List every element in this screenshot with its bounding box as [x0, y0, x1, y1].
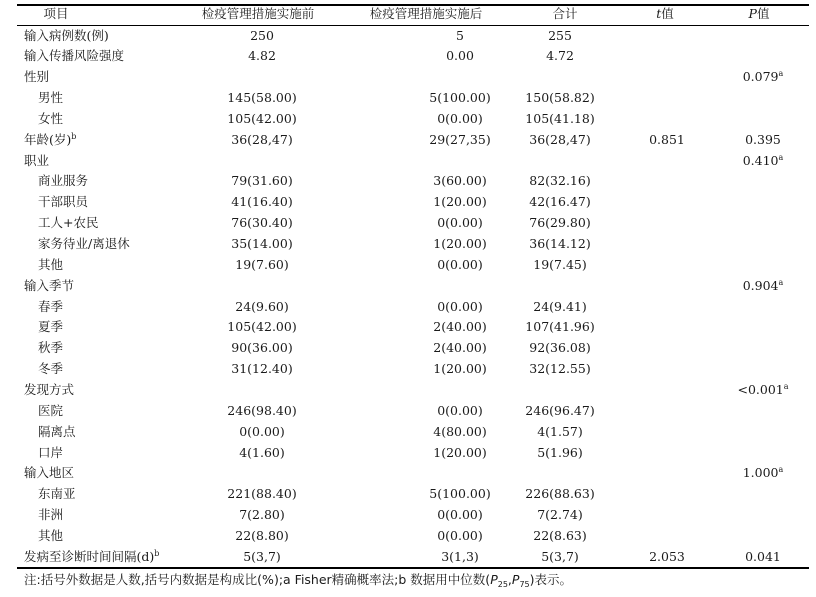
- cell-total: 107(41.96): [525, 319, 595, 335]
- row-label: [24, 130, 76, 151]
- header-before: 检疫管理措施实施前: [201, 6, 315, 21]
- cell-after: 2(40.00): [433, 340, 487, 356]
- cell-before: 105(42.00): [227, 110, 297, 126]
- cell-total: 82(32.16): [529, 173, 591, 189]
- table-row: [0, 88, 816, 109]
- row-sublabel: [38, 297, 63, 318]
- cell-p-value: [745, 130, 781, 151]
- p-value-text: 0.904: [742, 277, 779, 293]
- t-value-text: 值: [661, 6, 674, 21]
- cell-before: 41(16.40): [231, 194, 293, 210]
- row-label-text: 东南亚: [38, 486, 76, 502]
- row-sublabel: [38, 422, 76, 443]
- table-row: [0, 297, 816, 318]
- row-label: [24, 380, 74, 401]
- row-sublabel: [38, 359, 63, 380]
- cell-after: 0(0.00): [437, 256, 483, 272]
- cell-after: 0(0.00): [437, 402, 483, 418]
- table-row: [0, 46, 816, 67]
- row-label-text: 发现方式: [24, 381, 75, 397]
- table-row: [0, 255, 816, 276]
- row-sublabel: [38, 255, 63, 276]
- cell-total: 76(29.80): [529, 215, 591, 231]
- cell-before: 79(31.60): [231, 173, 293, 189]
- cell-before: 19(7.60): [235, 256, 289, 272]
- cell-before: 4.82: [248, 48, 276, 64]
- row-label-text: 女性: [38, 110, 64, 126]
- cell-total: 22(8.63): [533, 527, 587, 543]
- cell-total: 4(1.57): [537, 423, 583, 439]
- p-value-text: 0.041: [745, 548, 781, 564]
- t-symbol: t: [656, 6, 662, 21]
- cell-after: 3(60.00): [433, 173, 487, 189]
- header-item: 项目: [43, 6, 69, 21]
- table-row: [0, 547, 816, 568]
- table-row: [0, 109, 816, 130]
- cell-after: 2(40.00): [433, 319, 487, 335]
- table-row: [0, 130, 816, 151]
- table-row: [0, 505, 816, 526]
- cell-before: 4(1.60): [239, 444, 285, 460]
- row-sublabel: [38, 317, 63, 338]
- table-row: [0, 26, 816, 47]
- row-label: [24, 463, 74, 484]
- cell-total: 5(3,7): [541, 548, 579, 564]
- row-label-text: 家务待业/离退休: [38, 236, 130, 251]
- cell-total: 36(14.12): [529, 236, 591, 251]
- table-row: [0, 380, 816, 401]
- row-sublabel: [38, 505, 63, 526]
- table-row: [0, 443, 816, 464]
- row-label: [24, 276, 74, 297]
- row-sublabel: [38, 234, 130, 255]
- footnote-sub-25: 25: [497, 580, 508, 589]
- table-row: [0, 317, 816, 338]
- row-label-text: 冬季: [38, 361, 64, 377]
- row-label-text: 年龄(岁): [24, 131, 72, 147]
- row-label: [24, 151, 49, 172]
- row-label-text: 其他: [38, 527, 64, 543]
- p-value-text: <0.001: [737, 381, 784, 397]
- cell-total: 24(9.41): [533, 298, 587, 314]
- cell-before: 105(42.00): [227, 319, 297, 335]
- row-sublabel: [38, 213, 98, 234]
- row-label-text: 工人+农民: [38, 215, 99, 231]
- row-label: [24, 547, 159, 568]
- cell-total: 150(58.82): [525, 90, 595, 106]
- row-sublabel: [38, 443, 63, 464]
- cell-after: 3(1,3): [441, 548, 479, 564]
- table-row: [0, 401, 816, 422]
- row-label-text: 干部职员: [38, 194, 89, 210]
- table-row: [0, 484, 816, 505]
- p-value-text: 值: [756, 6, 770, 21]
- table-row: [0, 526, 816, 547]
- cell-before: 145(58.00): [227, 90, 297, 106]
- cell-t-value: 0.851: [649, 131, 685, 147]
- cell-before: 250: [250, 27, 274, 43]
- cell-total: 255: [548, 27, 572, 43]
- row-label-text: 口岸: [38, 444, 64, 460]
- cell-p-value: [743, 67, 784, 88]
- row-label-text: 隔离点: [38, 423, 76, 439]
- footnote-sub-75: 75: [519, 580, 530, 589]
- p-symbol: P: [748, 6, 757, 21]
- cell-total: 246(96.47): [525, 402, 595, 418]
- cell-total: 5(1.96): [537, 444, 583, 460]
- row-label-text: 职业: [24, 152, 50, 168]
- header-t-value: [656, 4, 674, 25]
- cell-after: 0(0.00): [437, 215, 483, 231]
- row-sublabel: [38, 109, 63, 130]
- p-superscript: a: [778, 277, 784, 287]
- cell-total: 32(12.55): [529, 361, 591, 377]
- table-row: [0, 422, 816, 443]
- table-row: [0, 171, 816, 192]
- row-label-text: 非洲: [38, 507, 64, 523]
- cell-before: 36(28,47): [231, 131, 293, 147]
- table-row: [0, 276, 816, 297]
- cell-total: 36(28,47): [529, 131, 591, 147]
- cell-total: 105(41.18): [525, 110, 595, 126]
- cell-before: 35(14.00): [231, 236, 293, 251]
- cell-after: 1(20.00): [433, 361, 487, 377]
- cell-total: 19(7.45): [533, 256, 587, 272]
- cell-before: 24(9.60): [235, 298, 289, 314]
- row-label-text: 夏季: [38, 319, 64, 335]
- cell-total: 4.72: [546, 48, 574, 64]
- row-sublabel: [38, 526, 63, 547]
- cell-before: 76(30.40): [231, 215, 293, 231]
- cell-p-value: [743, 276, 784, 297]
- cell-before: 221(88.40): [227, 486, 297, 502]
- row-label-text: 发病至诊断时间间隔(d): [24, 548, 155, 564]
- cell-after: 0.00: [446, 48, 474, 64]
- table-header: [0, 4, 816, 25]
- row-sublabel: [38, 171, 88, 192]
- row-label-text: 春季: [38, 298, 64, 314]
- cell-after: 5(100.00): [429, 486, 491, 502]
- cell-after: 1(20.00): [433, 236, 487, 251]
- cell-total: 226(88.63): [525, 486, 595, 502]
- table-row: [0, 213, 816, 234]
- p-value-text: 0.079: [742, 69, 779, 85]
- header-after: 检疫管理措施实施后: [369, 6, 483, 21]
- cell-before: 22(8.80): [235, 527, 289, 543]
- cell-t-value: 2.053: [649, 548, 685, 564]
- cell-after: 4(80.00): [433, 423, 487, 439]
- cell-after: 0(0.00): [437, 110, 483, 126]
- cell-after: 5: [456, 27, 464, 43]
- row-sublabel: [38, 338, 63, 359]
- label-superscript: b: [71, 131, 77, 141]
- row-label-text: 其他: [38, 256, 64, 272]
- row-label-text: 输入季节: [24, 277, 75, 293]
- footnote-sep: ,: [507, 572, 512, 587]
- table-row: [0, 192, 816, 213]
- table-row: [0, 234, 816, 255]
- cell-after: 5(100.00): [429, 90, 491, 106]
- header-p-value: [749, 4, 770, 25]
- cell-before: 5(3,7): [243, 548, 281, 564]
- p-superscript: a: [778, 69, 784, 79]
- cell-after: 0(0.00): [437, 298, 483, 314]
- cell-total: 92(36.08): [529, 340, 591, 356]
- table-bottom-rule: [17, 567, 809, 569]
- row-label-text: 输入传播风险强度: [24, 48, 125, 64]
- table-row: [0, 463, 816, 484]
- header-total: 合计: [552, 6, 578, 21]
- cell-after: 0(0.00): [437, 527, 483, 543]
- cell-after: 0(0.00): [437, 507, 483, 523]
- row-sublabel: [38, 192, 88, 213]
- p-value-text: 0.395: [745, 131, 781, 147]
- cell-before: 0(0.00): [239, 423, 285, 439]
- row-label-text: 医院: [38, 402, 64, 418]
- cell-total: 42(16.47): [529, 194, 591, 210]
- label-superscript: b: [154, 548, 160, 558]
- row-label-text: 性别: [24, 69, 50, 85]
- table-footnote: [24, 570, 572, 590]
- row-label-text: 商业服务: [38, 173, 89, 189]
- row-sublabel: [38, 88, 63, 109]
- cell-before: 31(12.40): [231, 361, 293, 377]
- row-label: [24, 26, 109, 47]
- row-label: [24, 46, 124, 67]
- row-sublabel: [38, 484, 76, 505]
- p-superscript: a: [778, 465, 784, 475]
- cell-after: 29(27,35): [429, 131, 491, 147]
- cell-total: 7(2.74): [537, 507, 583, 523]
- row-label-text: 男性: [38, 90, 64, 106]
- cell-before: 90(36.00): [231, 340, 293, 356]
- row-sublabel: [38, 401, 63, 422]
- p-superscript: a: [783, 381, 789, 391]
- row-label-text: 秋季: [38, 340, 64, 356]
- cell-after: 1(20.00): [433, 444, 487, 460]
- cell-p-value: [743, 463, 784, 484]
- footnote-p-symbol: P: [490, 572, 498, 587]
- p-value-text: 1.000: [742, 465, 779, 481]
- cell-before: 246(98.40): [227, 402, 297, 418]
- footnote-text-a: 注:括号外数据是人数,括号内数据是构成比(%);a Fisher精确概率法;b 数据用中位数(: [24, 572, 491, 587]
- footnote-p-symbol-2: P: [511, 572, 520, 587]
- row-label-text: 输入病例数(例): [24, 27, 109, 43]
- cell-p-value: [745, 547, 781, 568]
- p-superscript: a: [778, 152, 784, 162]
- table-row: [0, 338, 816, 359]
- cell-after: 1(20.00): [433, 194, 487, 210]
- table-row: [0, 359, 816, 380]
- cell-p-value: [737, 380, 788, 401]
- footnote-text-b: )表示。: [529, 572, 573, 587]
- table-row: [0, 151, 816, 172]
- cell-p-value: [743, 151, 784, 172]
- table-row: [0, 67, 816, 88]
- row-label: [24, 67, 49, 88]
- p-value-text: 0.410: [742, 152, 779, 168]
- cell-before: 7(2.80): [239, 507, 285, 523]
- row-label-text: 输入地区: [24, 465, 75, 481]
